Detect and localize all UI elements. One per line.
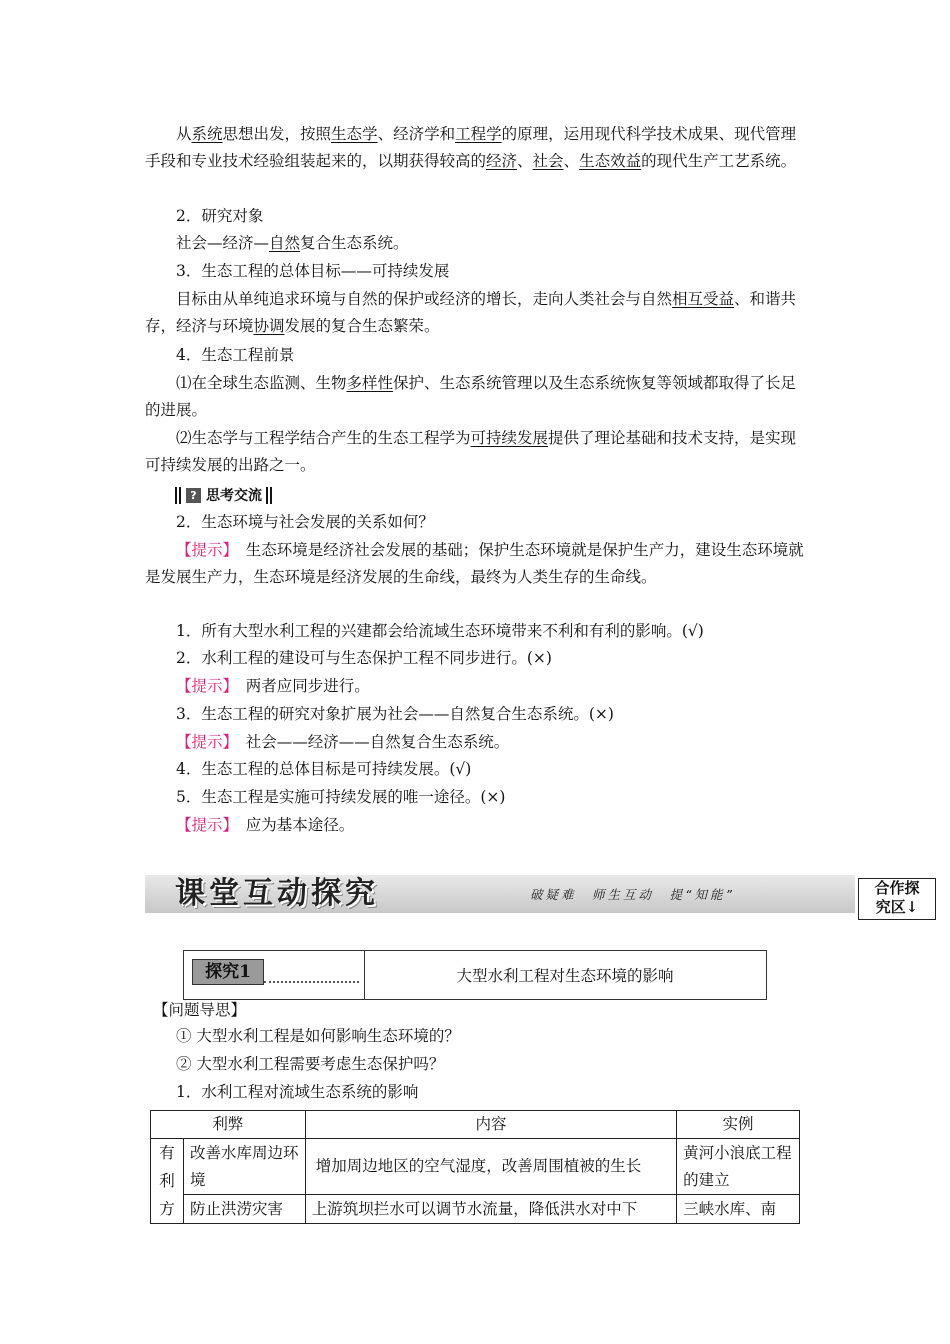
guide-label: 【问题导思】: [153, 1001, 247, 1019]
judge-tip-3: 【提示】 社会——经济——自然复合生态系统。: [176, 733, 510, 751]
question-icon: ?: [186, 488, 201, 503]
section-heading: 1．水利工程对流域生态系统的影响: [176, 1083, 419, 1101]
badge-bar: [270, 487, 272, 504]
table-header-row: [151, 1111, 800, 1139]
judge-item-2: 2．水利工程的建设可与生态保护工程不同步进行。(×): [176, 649, 552, 667]
row-item: 改善水库周边环境: [183, 1139, 305, 1195]
header-example: 实例: [677, 1111, 800, 1139]
tip-label: 【提示】: [176, 677, 231, 695]
row-example: 三峡水库、南: [677, 1195, 800, 1224]
intro-paragraph-3: 目标由从单纯追求环境与自然的保护或经济的增长，走向人类社会与自然相互受益、和谐共存，经济与环境协调发展的复合生态繁荣。: [145, 290, 797, 335]
heading-prospects: 4．生态工程前景: [176, 346, 295, 364]
intro-paragraph-5: ⑵生态学与工程学结合产生的生态工程学为可持续发展提供了理论基础和技术支持，是实现可持续发展的出路之一。: [145, 429, 797, 474]
intro-paragraph-1: 从系统思想出发，按照生态学、经济学和工程学的原理，运用现代科学技术成果、现代管理手段和专业技术经验组装起来的，以期获得较高的经济、社会、生态效益的现代生产工艺系统。: [145, 125, 797, 170]
guide-question-1: ① 大型水利工程是如何影响生态环境的？: [176, 1027, 460, 1045]
group-label: 有利方: [151, 1139, 184, 1224]
judge-item-4: 4．生态工程的总体目标是可持续发展。(√): [176, 760, 472, 778]
badge-bar: [175, 487, 177, 504]
topic-title: 大型水利工程对生态环境的影响: [456, 967, 674, 985]
section-banner: [145, 875, 855, 913]
tip-label: 【提示】: [176, 733, 231, 751]
header-content: 内容: [305, 1111, 676, 1139]
heading-research-object: 2．研究对象: [176, 207, 264, 225]
guide-question-2: ② 大型水利工程需要考虑生态保护吗？: [176, 1055, 445, 1073]
banner-title: 课堂互动探究: [175, 876, 379, 911]
think-exchange-badge: [174, 484, 273, 506]
topic-tag: 探究1: [192, 959, 264, 985]
think-question: 2．生态环境与社会发展的关系如何？: [176, 513, 434, 531]
row-content: 上游筑坝拦水可以调节水流量，降低洪水对中下: [305, 1195, 676, 1224]
badge-bar: [266, 487, 268, 504]
badge-label: 思考交流: [206, 488, 262, 504]
judge-tip-2: 【提示】 两者应同步进行。: [176, 677, 370, 695]
impact-table: [150, 1110, 800, 1224]
topic-title-box: [183, 950, 767, 1000]
judge-item-3: 3．生态工程的研究对象扩展为社会——自然复合生态系统。(×): [176, 705, 614, 723]
intro-paragraph-2: 社会—经济—自然复合生态系统。: [176, 234, 409, 252]
header-pros-cons: 利弊: [151, 1111, 306, 1139]
cooperation-zone-label: 合作探 究区↓: [858, 878, 936, 920]
row-item: 防止洪涝灾害: [183, 1195, 305, 1224]
row-example: 黄河小浪底工程的建立: [677, 1139, 800, 1195]
think-answer: 【提示】 生态环境是经济社会发展的基础；保护生态环境就是保护生产力，建设生态环境就是发展生产力，生态环境是经济发展的生命线，最终为人类生存的生命线。: [145, 541, 804, 586]
tip-label: 【提示】: [176, 816, 231, 834]
intro-paragraph-4: ⑴在全球生态监测、生物多样性保护、生态系统管理以及生态系统恢复等领域都取得了长足的进展。: [145, 374, 797, 419]
judge-tip-5: 【提示】 应为基本途径。: [176, 816, 355, 834]
table-row: [151, 1139, 800, 1195]
judge-item-1: 1．所有大型水利工程的兴建都会给流域生态环境带来不利和有利的影响。(√): [176, 622, 704, 640]
row-content: 增加周边地区的空气湿度，改善周围植被的生长: [305, 1139, 676, 1195]
tip-label: 【提示】: [176, 541, 231, 559]
table-row: [151, 1195, 800, 1224]
judge-item-5: 5．生态工程是实施可持续发展的唯一途径。(×): [176, 788, 506, 806]
topic-divider: [264, 981, 359, 983]
heading-overall-goal: 3．生态工程的总体目标——可持续发展: [176, 262, 450, 280]
banner-slogan: 破疑难 师生互动 提“知能”: [530, 887, 735, 902]
badge-bar: [179, 487, 181, 504]
